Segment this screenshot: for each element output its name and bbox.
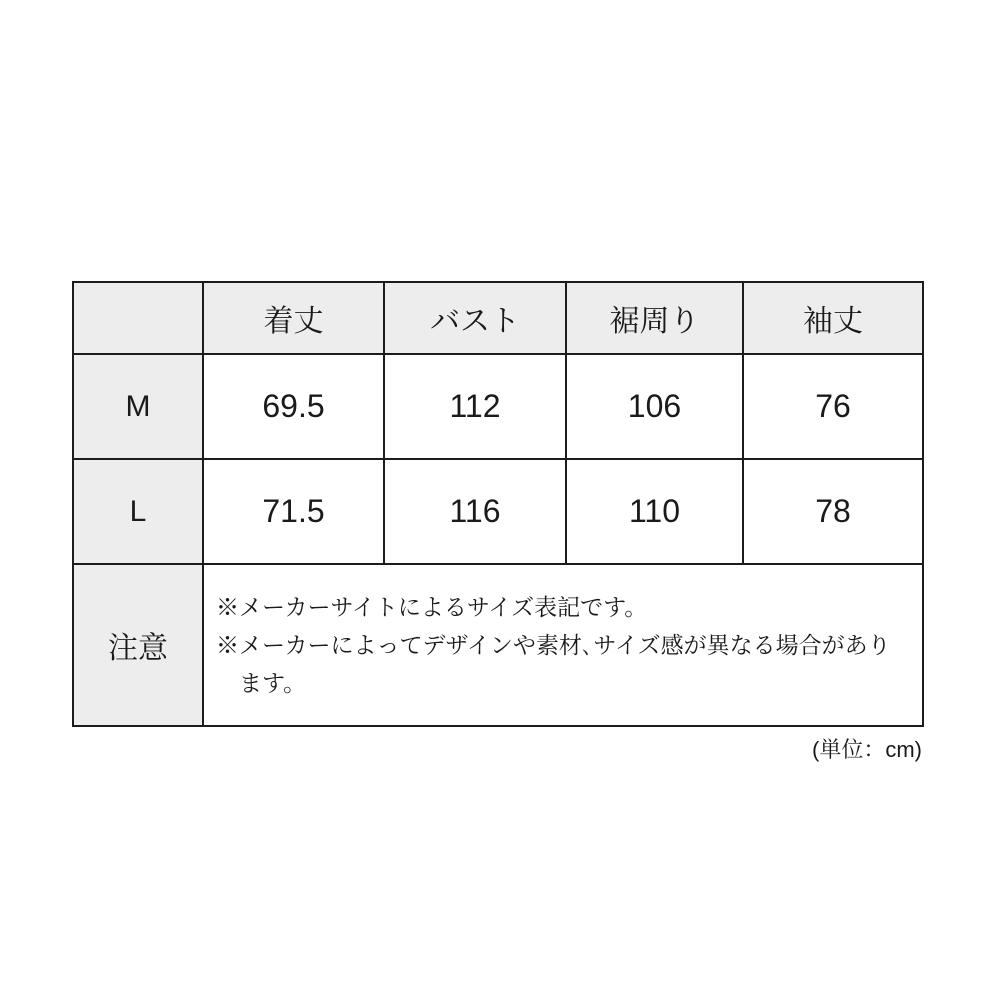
note-line-2: ※メーカーによってデザインや素材､サイズ感が異なる場合があります。: [216, 632, 891, 696]
corner-cell: [73, 282, 203, 354]
column-header-length: 着丈: [203, 282, 384, 354]
note-cell: [203, 564, 923, 726]
row-label-caution: 注意: [73, 564, 203, 726]
table-row-size-m: [73, 354, 923, 459]
cell-l-length: 71.5: [203, 459, 384, 564]
column-header-hem: 裾周り: [566, 282, 743, 354]
cell-m-bust: 112: [384, 354, 566, 459]
column-header-sleeve: 袖丈: [743, 282, 923, 354]
table-row-notes: [73, 564, 923, 726]
cell-m-length: 69.5: [203, 354, 384, 459]
cell-l-hem: 110: [566, 459, 743, 564]
cell-m-sleeve: 76: [743, 354, 923, 459]
unit-caption: (単位：cm): [812, 737, 922, 762]
size-chart-table: [72, 281, 924, 727]
table-header-row: [73, 282, 923, 354]
table-row-size-l: [73, 459, 923, 564]
cell-l-sleeve: 78: [743, 459, 923, 564]
row-label-l: L: [73, 459, 203, 564]
cell-l-bust: 116: [384, 459, 566, 564]
note-line-1: ※メーカーサイトによるサイズ表記です。: [216, 594, 648, 620]
cell-m-hem: 106: [566, 354, 743, 459]
column-header-bust: バスト: [384, 282, 566, 354]
row-label-m: M: [73, 354, 203, 459]
